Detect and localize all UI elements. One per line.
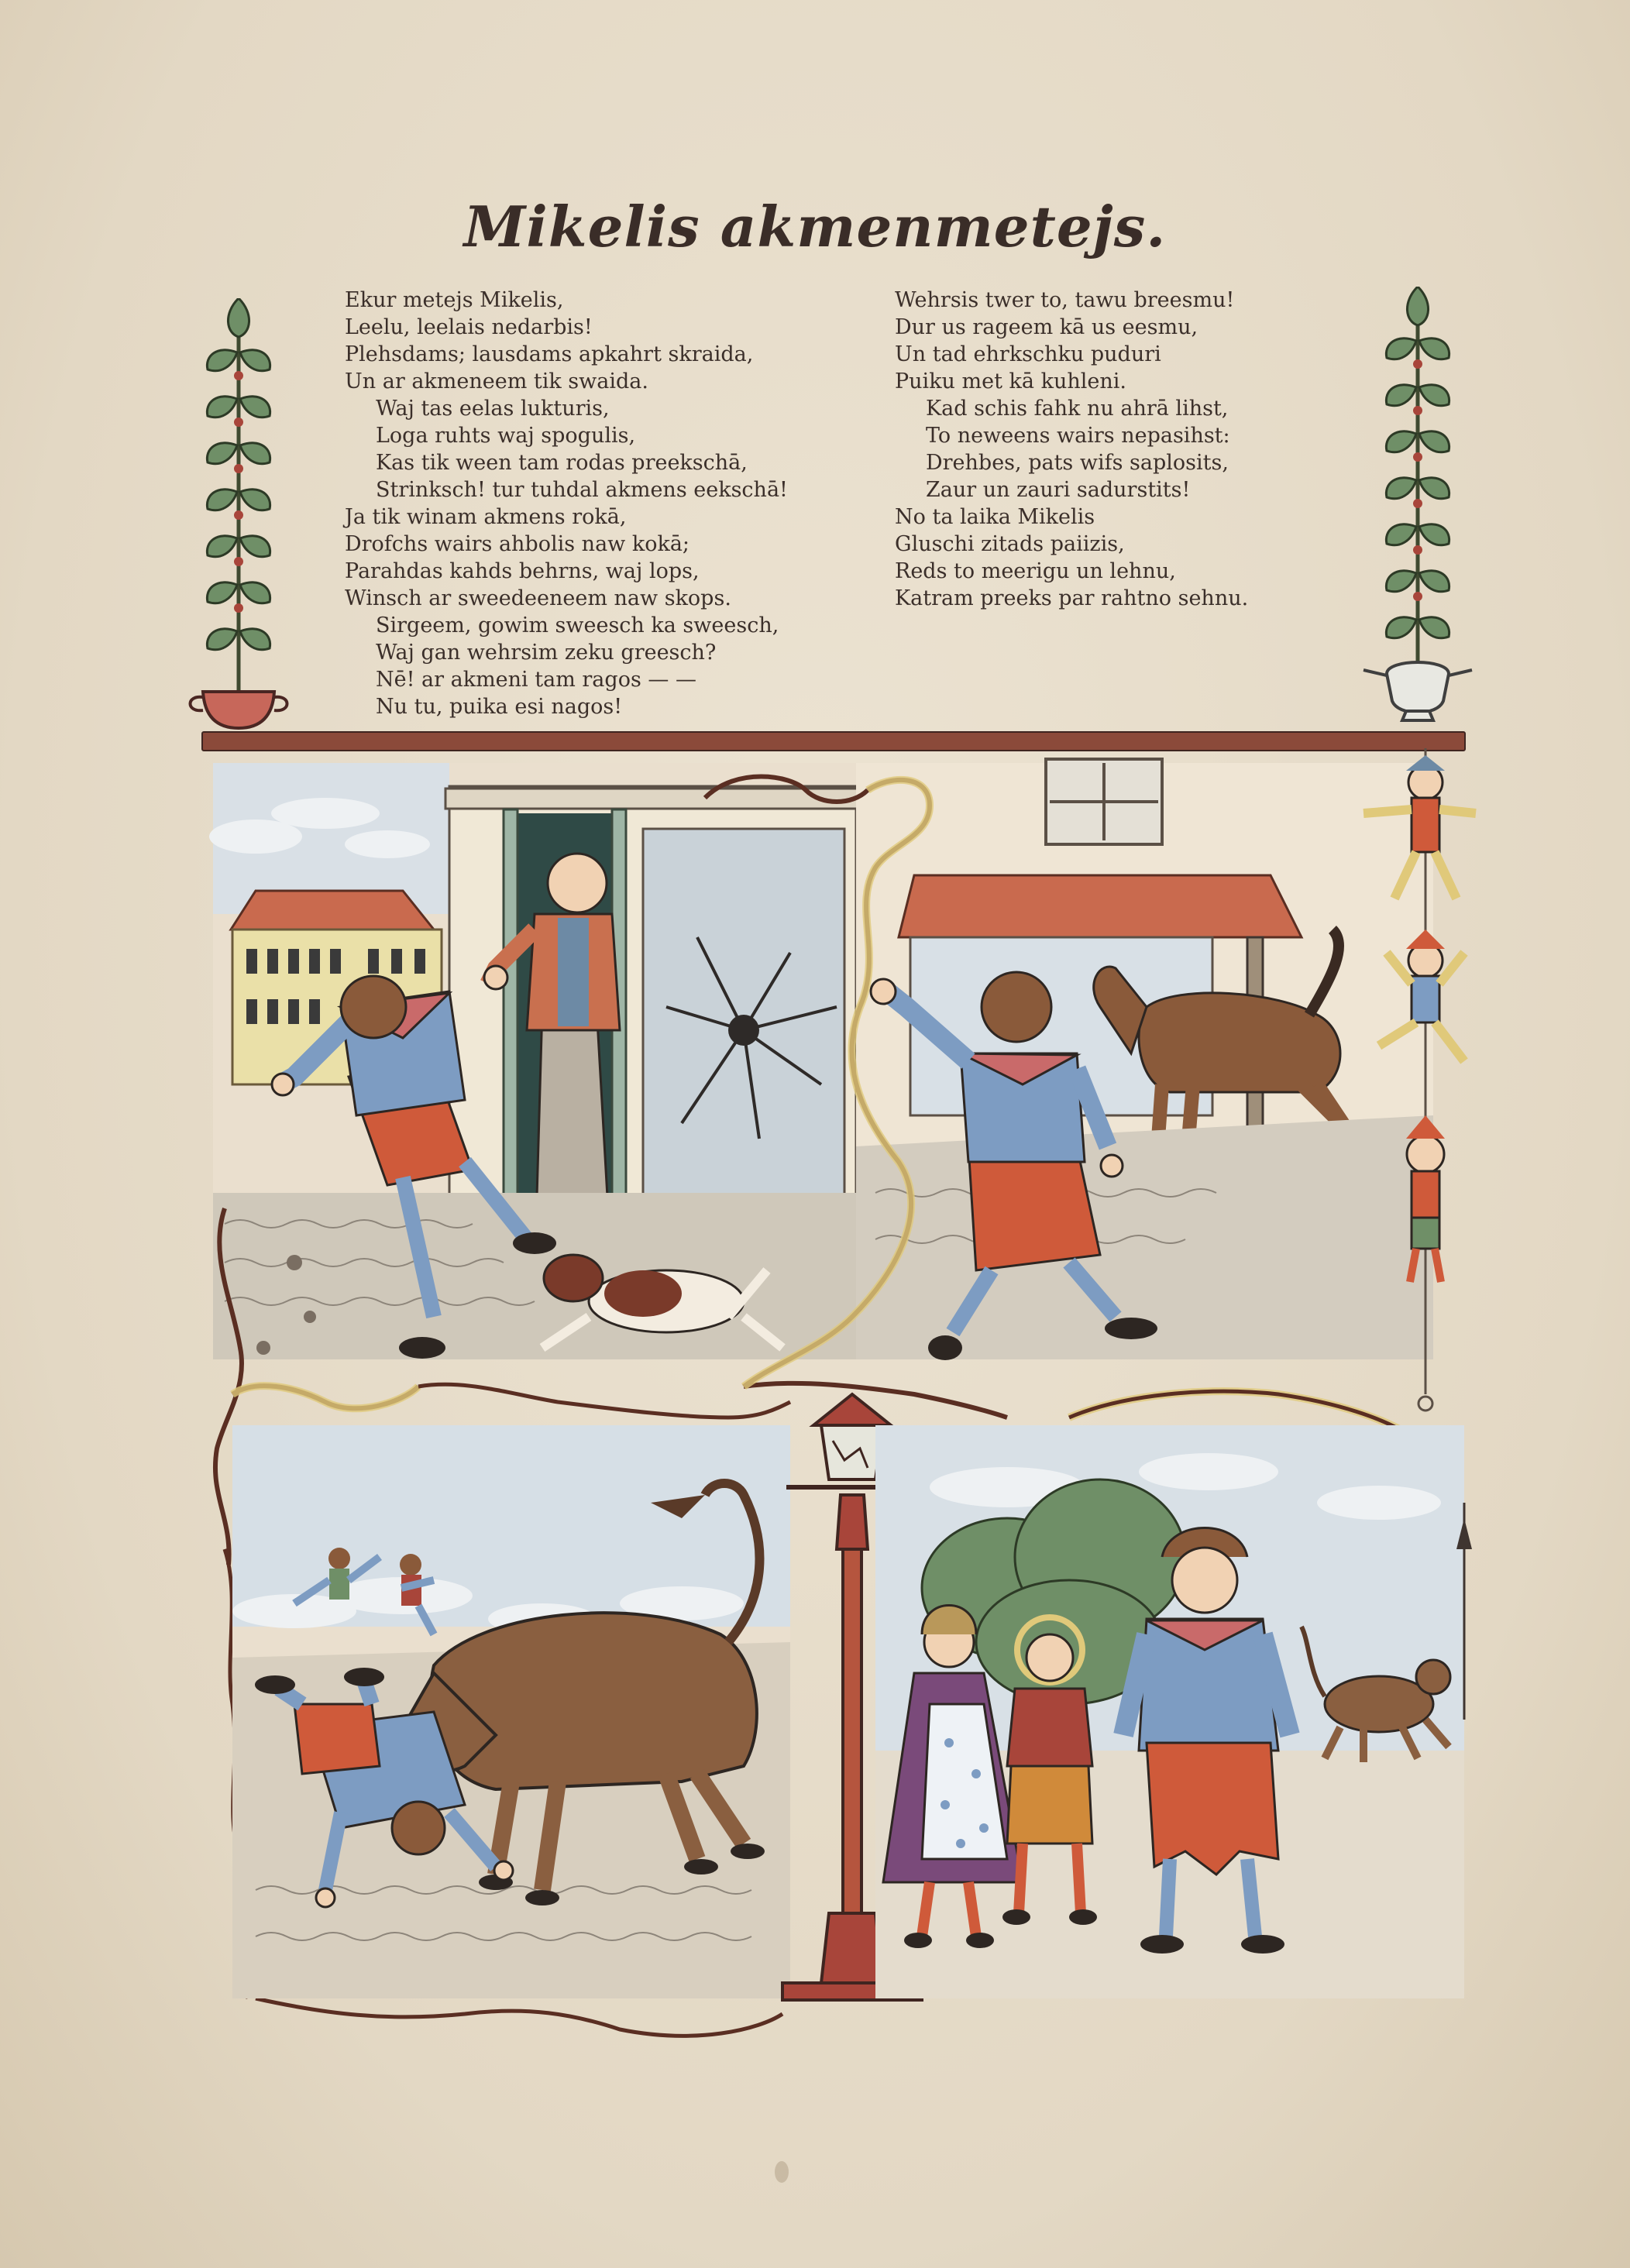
paper-stain	[775, 2161, 789, 2183]
poem-line: Katram preeks par rahtno sehnu.	[895, 586, 1249, 610]
poem-line: Sirgeem, gowim sweesch ka sweesch,	[376, 613, 779, 637]
poem-line: Waj tas eelas lukturis,	[376, 397, 610, 421]
poem-line: Waj gan wehrsim zeku greesch?	[376, 641, 717, 665]
poem-line: No ta laika Mikelis	[895, 505, 1095, 529]
poem-line: Plehsdams; lausdams apkahrt skraida,	[345, 342, 754, 366]
poem-line: Drofchs wairs ahbolis naw kokā;	[345, 532, 690, 556]
poem-line: Nu tu, puika esi nagos!	[376, 695, 623, 719]
poem-line: Zaur un zauri sadurstits!	[926, 478, 1191, 502]
panel-broken-window-illustration	[209, 763, 864, 1359]
poem-line: To neweens wairs nepasihst:	[926, 424, 1230, 448]
poem-line: Wehrsis twer to, tawu breesmu!	[895, 288, 1235, 312]
panel-ragged-boy-illustration	[875, 1425, 1472, 1998]
poem-line: Drehbes, pats wifs saplosits,	[926, 451, 1229, 475]
poem-line: Kad schis fahk nu ahrā lihst,	[926, 397, 1229, 421]
poem-line: Ekur metejs Mikelis,	[345, 288, 564, 312]
poem-line: Dur us rageem kā us eesmu,	[895, 315, 1198, 339]
poem-line: Parahdas kahds behrns, waj lops,	[345, 559, 700, 583]
poem-line: Un ar akmeneem tik swaida.	[345, 369, 648, 393]
poem-line: Leelu, leelais nedarbis!	[345, 315, 593, 339]
poem-line: Un tad ehrkschku puduri	[895, 342, 1161, 366]
panel-horse-illustration	[856, 748, 1476, 1411]
poem-line: Nē! ar akmeni tam ragos — —	[376, 668, 696, 692]
poem-line: Strinksch! tur tuhdal akmens eekschā!	[376, 478, 788, 502]
poem-line: Puiku met kā kuhleni.	[895, 369, 1126, 393]
panel-bull-illustration	[232, 1425, 790, 1998]
poem-line: Reds to meerigu un lehnu,	[895, 559, 1176, 583]
poem-line: Gluschi zitads paiizis,	[895, 532, 1125, 556]
poem-line: Winsch ar sweedeeneem naw skops.	[345, 586, 731, 610]
poem-line: Loga ruhts waj spogulis,	[376, 424, 636, 448]
poem-line: Kas tik ween tam rodas preekschā,	[376, 451, 748, 475]
poem-line: Ja tik winam akmens rokā,	[345, 505, 627, 529]
page-title: Mikelis akmenmetejs.	[463, 194, 1167, 259]
